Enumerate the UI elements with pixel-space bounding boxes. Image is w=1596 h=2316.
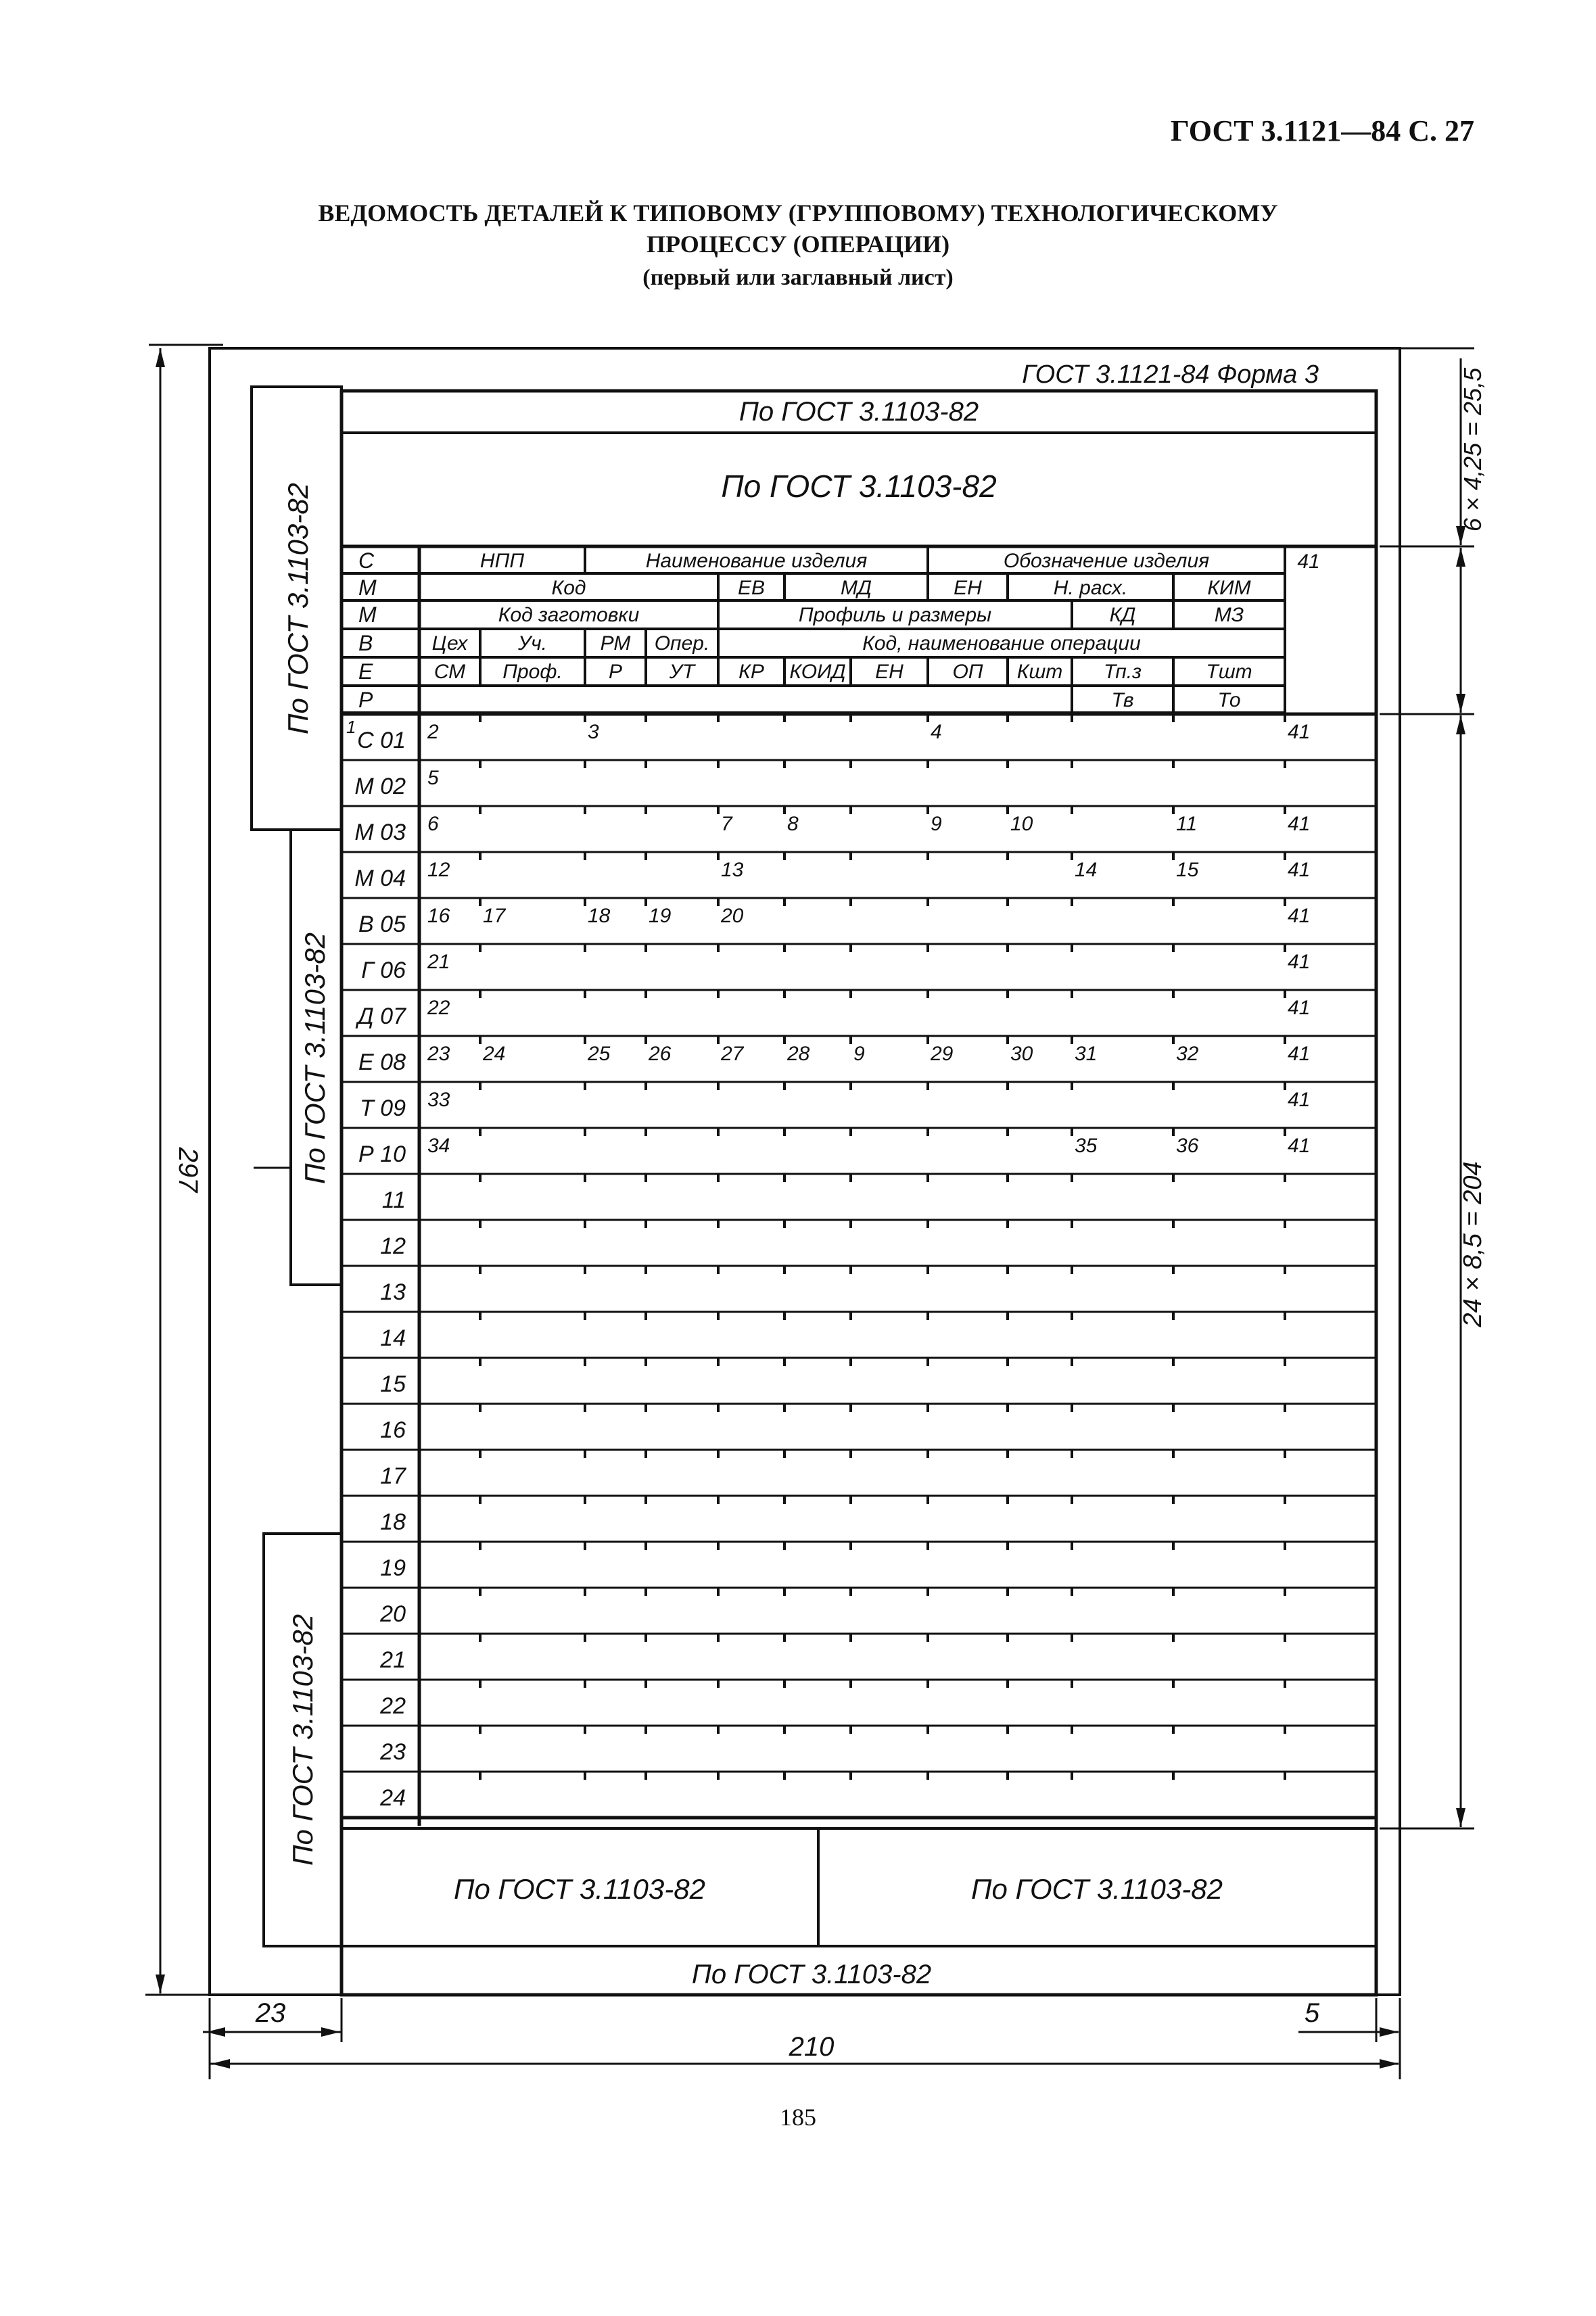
left-ref-bottom: По ГОСТ 3.1103-82 — [287, 1614, 319, 1866]
dim-right-margin: 5 — [1304, 1998, 1320, 2028]
header-cell: КР — [738, 661, 764, 683]
body-row-label: 16 — [380, 1417, 406, 1443]
field-number: 34 — [427, 1135, 450, 1157]
dim-left-margin: 23 — [255, 1998, 286, 2028]
field-number: 22 — [427, 997, 450, 1019]
field-number: 41 — [1288, 859, 1311, 881]
title-ref-band: По ГОСТ 3.1103-82 — [721, 469, 997, 504]
field-number: 41 — [1288, 1043, 1311, 1065]
form-number: ГОСТ 3.1121-84 Форма 3 — [1022, 360, 1319, 389]
body-row-label: Р 10 — [358, 1141, 406, 1167]
header-cell: Уч. — [517, 632, 548, 655]
footer-ref-bottom: По ГОСТ 3.1103-82 — [691, 1960, 932, 1989]
header-row-letter: Е — [358, 659, 373, 684]
field-number: 41 — [1288, 997, 1311, 1019]
body-row-label: 15 — [380, 1371, 406, 1397]
header-cell: Опер. — [654, 632, 710, 655]
body-row-label: 12 — [380, 1233, 406, 1259]
field-number: 11 — [1176, 813, 1198, 835]
field-number: 17 — [483, 905, 506, 927]
field-number: 33 — [427, 1089, 450, 1111]
header-row-letter: М — [358, 602, 377, 627]
body-row-label: Т 09 — [359, 1095, 406, 1121]
field-number: 6 — [427, 813, 439, 835]
header-row-letter: В — [358, 631, 373, 655]
title-line-1: ВЕДОМОСТЬ ДЕТАЛЕЙ К ТИПОВОМУ (ГРУППОВОМУ) ТЕХНОЛОГИЧЕСКОМУ — [318, 199, 1278, 227]
header-cell: Кшт — [1016, 661, 1063, 683]
document-subtitle: (первый или заглавный лист) — [642, 265, 954, 290]
dim-width: 210 — [789, 2032, 835, 2062]
header-cell: Код заготовки — [498, 604, 640, 626]
field-number: 14 — [1075, 859, 1098, 881]
header-cell: ЕН — [875, 661, 903, 683]
body-row-number: 1 — [346, 717, 356, 737]
field-number: 21 — [427, 951, 450, 973]
header-cell: Тв — [1111, 689, 1134, 711]
field-number: 4 — [931, 721, 942, 743]
body-row-label: 21 — [380, 1647, 406, 1673]
header-cell: КИМ — [1207, 577, 1251, 599]
field-number: 41 — [1288, 1135, 1311, 1157]
header-cell: ОП — [952, 661, 983, 683]
field-number: 36 — [1176, 1135, 1199, 1157]
header-cell: Тшт — [1206, 661, 1252, 683]
field-number: 8 — [787, 813, 799, 835]
header-cell: ЕВ — [737, 577, 766, 599]
body-row-label: 24 — [380, 1785, 406, 1811]
field-number: 26 — [649, 1043, 672, 1065]
title-line-2: ПРОЦЕССУ (ОПЕРАЦИИ) — [646, 231, 950, 258]
field-number: 27 — [721, 1043, 744, 1065]
header-cell: Тп.з — [1103, 661, 1142, 683]
header-cell: Н. расх. — [1053, 577, 1128, 599]
header-cell: КД — [1109, 604, 1136, 626]
dim-top-band: 6 × 4,25 = 25,5 — [1459, 367, 1486, 532]
body-row-label: С 01 — [357, 728, 406, 753]
field-number: 18 — [588, 905, 611, 927]
field-number: 15 — [1176, 859, 1199, 881]
body-row-label: М 02 — [354, 774, 406, 799]
field-number: 13 — [721, 859, 744, 881]
header-cell: Код, наименование операции — [862, 632, 1141, 655]
header-row-letter: М — [358, 575, 377, 600]
header-cell: Профиль и размеры — [798, 604, 992, 626]
header-cell: СМ — [433, 661, 466, 683]
body-row-label: Е 08 — [358, 1049, 406, 1075]
field-number: 41 — [1288, 1089, 1311, 1111]
header-cell: РМ — [600, 632, 631, 655]
field-number: 25 — [588, 1043, 611, 1065]
header-cell: УТ — [669, 661, 695, 683]
field-number: 10 — [1010, 813, 1033, 835]
field-number: 24 — [483, 1043, 506, 1065]
dim-body-band: 24 × 8,5 = 204 — [1459, 1161, 1487, 1327]
header-cell: МЗ — [1214, 604, 1244, 626]
body-row-label: Д 07 — [357, 1003, 406, 1029]
field-number: 28 — [787, 1043, 810, 1065]
field-number: 41 — [1288, 951, 1311, 973]
left-ref-middle: По ГОСТ 3.1103-82 — [299, 932, 331, 1184]
field-number: 12 — [427, 859, 450, 881]
body-row-label: М 03 — [354, 820, 406, 845]
field-number: 16 — [427, 905, 450, 927]
body-row-label: В 05 — [358, 912, 406, 937]
header-cell: Обозначение изделия — [1003, 550, 1210, 572]
dim-height: 297 — [173, 1147, 203, 1193]
header-cell: Цех — [431, 632, 468, 655]
header-cell: Наименование изделия — [645, 550, 868, 572]
header-row-letter: Р — [358, 688, 373, 712]
field-number: 41 — [1288, 905, 1311, 927]
field-number: 7 — [721, 813, 732, 835]
standard-page-header: ГОСТ 3.1121—84 С. 27 — [1170, 114, 1474, 147]
body-row-label: 17 — [380, 1463, 406, 1489]
body-row-label: 19 — [380, 1555, 406, 1581]
body-row-label: 11 — [381, 1187, 406, 1213]
field-number: 30 — [1010, 1043, 1033, 1065]
header-cell: МД — [840, 577, 872, 599]
body-row-label: 18 — [380, 1509, 406, 1535]
body-row-label: Г 06 — [361, 958, 406, 983]
body-row-label: 20 — [380, 1601, 406, 1627]
field-number: 35 — [1075, 1135, 1098, 1157]
field-number: 19 — [649, 905, 672, 927]
body-row-label: М 04 — [354, 866, 406, 891]
field-number: 9 — [931, 813, 942, 835]
header-cell: Код — [551, 577, 586, 599]
footer-ref-left: По ГОСТ 3.1103-82 — [454, 1873, 705, 1905]
body-row-label: 22 — [380, 1693, 406, 1719]
field-number: 3 — [588, 721, 599, 743]
header-cell: НПП — [479, 550, 525, 572]
header-row-letter: С — [358, 548, 375, 573]
footer-ref-right: По ГОСТ 3.1103-82 — [971, 1873, 1223, 1905]
header-cell: Проф. — [502, 661, 563, 683]
body-row-label: 13 — [380, 1279, 406, 1305]
body-row-label: 14 — [380, 1325, 406, 1351]
header-cell: КОИД — [789, 661, 846, 683]
header-cell: Р — [608, 661, 623, 683]
left-ref-top: По ГОСТ 3.1103-82 — [282, 483, 314, 734]
field-number: 5 — [427, 767, 439, 789]
field-number: 41 — [1288, 813, 1311, 835]
header-cell: ЕН — [954, 577, 982, 599]
field-number: 23 — [427, 1043, 450, 1065]
form-frame — [342, 391, 1376, 1995]
page-number: 185 — [780, 2104, 816, 2131]
field-number: 2 — [427, 721, 439, 743]
body-row-label: 23 — [380, 1739, 406, 1765]
field-number: 29 — [931, 1043, 954, 1065]
header-row-extra: 41 — [1297, 550, 1320, 573]
field-number: 31 — [1075, 1043, 1098, 1065]
field-number: 41 — [1288, 721, 1311, 743]
top-ref-band: По ГОСТ 3.1103-82 — [738, 397, 979, 427]
field-number: 9 — [853, 1043, 865, 1065]
field-number: 32 — [1176, 1043, 1199, 1065]
header-cell: То — [1217, 689, 1241, 711]
field-number: 20 — [721, 905, 744, 927]
